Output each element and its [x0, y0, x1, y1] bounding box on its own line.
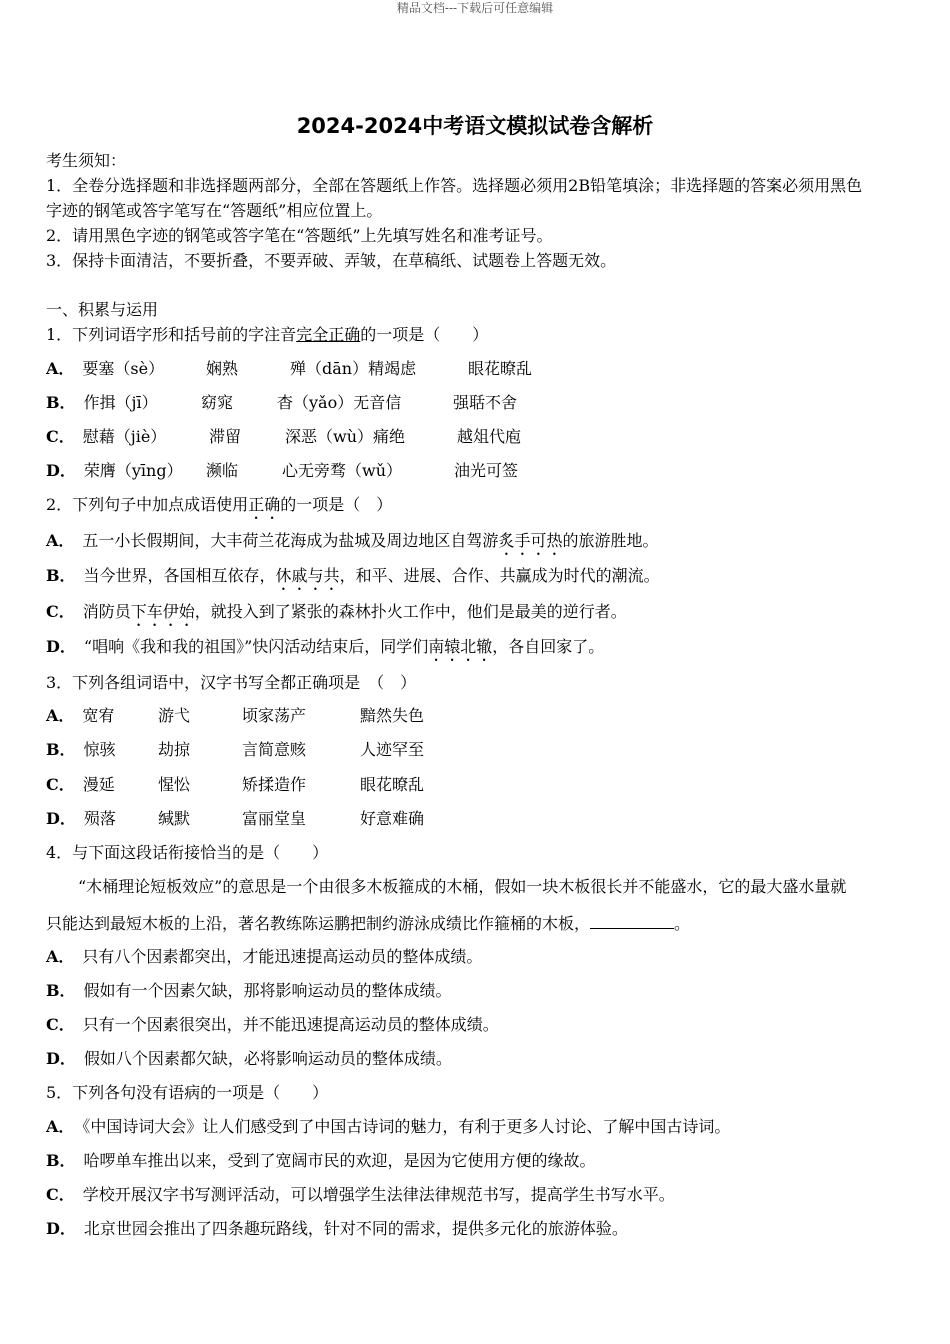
stem-text: 2．下列句子中加点成语使用 — [46, 495, 249, 514]
option-idiom: 休戚与共 — [275, 566, 340, 585]
option-word: 惊骇 — [83, 740, 116, 759]
option-word: 杳（yǎo）无音信 — [277, 393, 402, 412]
option-word: 矫揉造作 — [242, 775, 307, 794]
option-row[interactable] — [46, 1184, 675, 1206]
option-row[interactable] — [46, 739, 116, 761]
paragraph-text: 只能达到最短木板的上沿，著名教练陈运鹏把制约游泳成绩比作箍桶的木板， — [46, 914, 591, 933]
option-word: 漫延 — [82, 775, 115, 794]
notice-item: 3．保持卡面清洁，不要折叠，不要弄破、弄皱，在草稿纸、试题卷上答题无效。 — [46, 251, 617, 270]
option-letter: C． — [46, 1015, 75, 1034]
option-letter: D． — [46, 809, 76, 828]
option-letter: A． — [46, 706, 75, 725]
option-word: 劫掠 — [158, 740, 191, 759]
option-row[interactable] — [46, 980, 452, 1002]
header-note: 精品文档---下载后可任意编辑 — [396, 1, 554, 15]
option-row[interactable] — [46, 1048, 452, 1070]
notice-heading: 考生须知： — [46, 151, 127, 170]
option-text: ，和平、进展、合作、共赢成为时代的潮流。 — [339, 566, 660, 585]
answer-blank — [590, 912, 674, 929]
stem-text: 1．下列词语字形和括号前的字注音 — [46, 325, 297, 344]
option-word: 好意难确 — [360, 809, 425, 828]
stem-underlined: 完全正确 — [296, 325, 361, 344]
option-word: 游弋 — [158, 706, 191, 725]
option-letter: B． — [46, 566, 76, 585]
option-word: 缄默 — [158, 809, 191, 828]
option-word: 宽宥 — [82, 706, 115, 725]
stem-emphasis: 正确 — [248, 495, 281, 514]
option-word: 顷家荡产 — [242, 706, 307, 725]
option-row[interactable] — [46, 1150, 596, 1172]
option-text: 当今世界，各国相互依存， — [83, 566, 276, 585]
option-row[interactable] — [46, 1116, 730, 1138]
option-word: 越俎代庖 — [457, 427, 522, 446]
option-text: 只有八个因素都突出，才能迅速提高运动员的整体成绩。 — [82, 947, 483, 966]
notice-item: 字迹的钢笔或答字笔写在“答题纸”相应位置上。 — [46, 201, 383, 220]
option-letter: A． — [46, 359, 75, 378]
option-row[interactable] — [46, 460, 183, 482]
option-text: 假如八个因素都欠缺，必将影响运动员的整体成绩。 — [83, 1049, 452, 1068]
option-word: 滞留 — [209, 427, 242, 446]
option-text: 的旅游胜地。 — [562, 531, 659, 550]
option-letter: A． — [46, 947, 75, 966]
option-idiom: 南辕北辙 — [428, 637, 493, 656]
stem-text: 的一项是（ ） — [360, 325, 489, 344]
option-text: 五一小长假期间，大丰荷兰花海成为盐城及周边地区自驾游 — [82, 531, 499, 550]
option-letter: C． — [46, 427, 75, 446]
option-text: 消防员 — [82, 602, 131, 621]
option-letter: A． — [46, 1117, 75, 1136]
question-5-stem: 5．下列各句没有语病的一项是（ ） — [46, 1083, 329, 1102]
option-row[interactable] — [46, 426, 166, 448]
option-letter: C． — [46, 1185, 75, 1204]
question-4-stem: 4．与下面这段话衔接恰当的是（ ） — [46, 843, 329, 862]
option-letter: D． — [46, 461, 76, 480]
option-row[interactable] — [46, 946, 482, 968]
option-word: 强聒不舍 — [453, 393, 518, 412]
option-word: 殒落 — [83, 809, 116, 828]
option-row[interactable] — [46, 392, 158, 414]
option-letter: D． — [46, 1219, 76, 1238]
option-letter: D． — [46, 1049, 76, 1068]
option-text: 假如有一个因素欠缺，那将影响运动员的整体成绩。 — [83, 981, 452, 1000]
option-row[interactable] — [46, 1218, 628, 1240]
option-word: 深恶（wù）痛绝 — [285, 427, 406, 446]
option-row[interactable] — [46, 530, 658, 559]
page-title: 2024-2024中考语文模拟试卷含解析 — [296, 114, 654, 138]
option-word: 眼花暸乱 — [360, 775, 425, 794]
option-text: “唱响《我和我的祖国》”快闪活动结束后，同学们 — [83, 637, 429, 656]
option-text: ，各自回家了。 — [492, 637, 605, 656]
option-word: 眼花暸乱 — [468, 359, 533, 378]
section-heading: 一、积累与运用 — [46, 300, 159, 319]
option-word: 油光可签 — [454, 461, 519, 480]
option-word: 作揖（jī） — [83, 393, 158, 412]
option-word: 富丽堂皇 — [242, 809, 307, 828]
option-word: 荣膺（yīng） — [83, 461, 183, 480]
option-letter: B． — [46, 740, 76, 759]
option-word: 心无旁骛（wǔ） — [282, 461, 403, 480]
option-word: 殚（dān）精竭虑 — [290, 359, 417, 378]
option-row[interactable] — [46, 358, 164, 380]
option-word: 娴熟 — [206, 359, 239, 378]
option-row[interactable] — [46, 636, 604, 665]
option-text: 北京世园会推出了四条趣玩路线，针对不同的需求，提供多元化的旅游体验。 — [83, 1219, 628, 1238]
question-2-stem — [46, 494, 392, 523]
question-3-stem: 3．下列各组词语中，汉字书写全都正确项是 （ ） — [46, 673, 417, 692]
option-row[interactable] — [46, 705, 114, 727]
option-letter: B． — [46, 1151, 76, 1170]
paragraph-text: 。 — [674, 914, 691, 933]
option-text: 《中国诗词大会》让人们感受到了中国古诗词的魅力，有利于更多人讨论、了解中国古诗词。 — [82, 1117, 731, 1136]
option-text: 哈啰单车推出以来，受到了宽阔市民的欢迎，是因为它使用方便的缘故。 — [83, 1151, 596, 1170]
option-row[interactable] — [46, 774, 115, 796]
question-4-paragraph — [46, 912, 690, 935]
option-word: 人迹罕至 — [360, 740, 425, 759]
notice-item: 1．全卷分选择题和非选择题两部分，全部在答题纸上作答。选择题必须用2B铅笔填涂；非选择题的答案必须用黑色 — [46, 176, 863, 195]
option-word: 惺忪 — [158, 775, 191, 794]
option-letter: B． — [46, 981, 76, 1000]
option-row[interactable] — [46, 1014, 499, 1036]
option-letter: C． — [46, 602, 75, 621]
question-1-stem — [46, 324, 488, 346]
option-word: 濒临 — [206, 461, 239, 480]
stem-text: 的一项是（ ） — [280, 495, 393, 514]
option-letter: D． — [46, 637, 76, 656]
option-word: 慰藉（jiè） — [82, 427, 167, 446]
option-idiom: 下车伊始 — [130, 602, 195, 621]
option-word: 要塞（sè） — [82, 359, 165, 378]
option-text: 只有一个因素很突出，并不能迅速提高运动员的整体成绩。 — [82, 1015, 499, 1034]
option-row[interactable] — [46, 565, 660, 594]
option-text: ，就投入到了紧张的森林扑火工作中，他们是最美的逆行者。 — [194, 602, 627, 621]
option-letter: B． — [46, 393, 76, 412]
option-letter: C． — [46, 775, 75, 794]
option-row[interactable] — [46, 808, 116, 830]
option-text: 学校开展汉字书写测评活动，可以增强学生法律法律规范书写，提高学生书写水平。 — [82, 1185, 675, 1204]
option-word: 黯然失色 — [360, 706, 425, 725]
notice-item: 2．请用黑色字迹的钢笔或答字笔在“答题纸”上先填写姓名和准考证号。 — [46, 226, 553, 245]
option-word: 言简意赅 — [242, 740, 307, 759]
question-4-paragraph: “木桶理论短板效应”的意思是一个由很多木板箍成的木桶，假如一块木板很长并不能盛水，它的最大盛水量就 — [78, 877, 847, 896]
option-row[interactable] — [46, 601, 627, 630]
option-word: 窈窕 — [201, 393, 234, 412]
option-letter: A． — [46, 531, 75, 550]
option-idiom: 炙手可热 — [498, 531, 563, 550]
